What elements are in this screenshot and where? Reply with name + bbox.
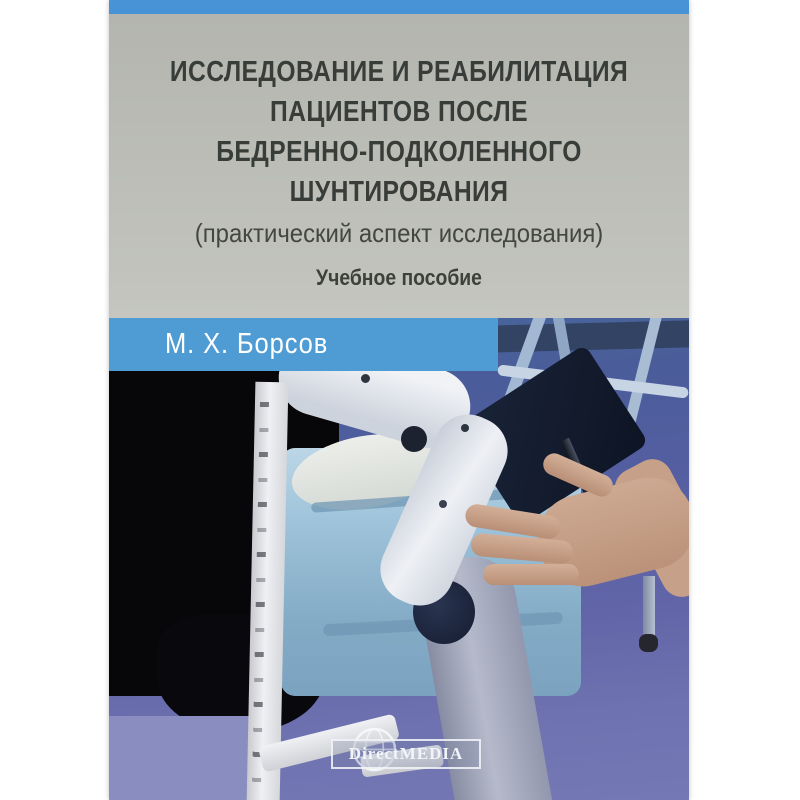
publisher-name-part1: Direct: [348, 744, 400, 763]
cover-photo: [109, 318, 689, 800]
floor-highlight: [109, 716, 257, 800]
title-line-4: ШУНТИРОВАНИЯ: [289, 176, 509, 208]
author-band: [109, 318, 498, 371]
prosthetic-screw: [439, 500, 447, 508]
cover-header: [109, 14, 689, 292]
publisher-logo: [331, 739, 481, 769]
book-cover: [109, 0, 689, 800]
title-line-2: ПАЦИЕНТОВ ПОСЛЕ: [270, 96, 528, 128]
pole-scale-marks: [252, 382, 270, 800]
finger: [483, 564, 579, 585]
prosthetic-screw: [461, 424, 469, 432]
walker-rubber-tip: [639, 634, 658, 652]
publisher-name-part2: MEDIA: [399, 744, 464, 763]
title-line-3: БЕДРЕННО-ПОДКОЛЕННОГО: [216, 136, 582, 168]
prosthetic-screw: [361, 374, 370, 383]
top-accent-bar: [109, 0, 689, 14]
cover-subtitle: (практический аспект исследования): [194, 218, 604, 248]
walker-leg: [643, 576, 655, 642]
title-line-1: ИССЛЕДОВАНИЕ И РЕАБИЛИТАЦИЯ: [169, 56, 629, 88]
author-name: М. Х. Борсов: [165, 328, 329, 360]
cover-title: [109, 52, 689, 212]
prosthetic-knee-joint: [401, 426, 427, 452]
edition-label: Учебное пособие: [316, 265, 482, 290]
